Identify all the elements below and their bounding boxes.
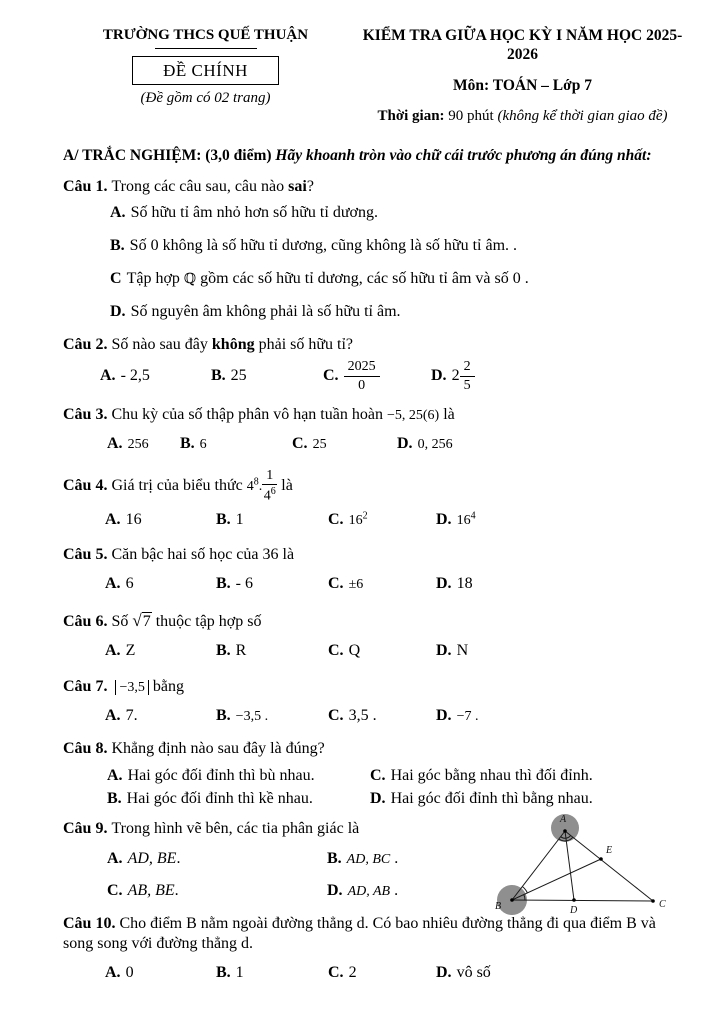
- question-7-label: Câu 7.: [63, 678, 108, 696]
- option-2a-label: A.: [100, 367, 116, 385]
- option-7c: [328, 706, 436, 726]
- fraction-1-4pow6: [262, 468, 277, 504]
- question-8-options-row-1: [107, 766, 697, 786]
- option-9d: [327, 881, 398, 901]
- option-10c-text: 2: [348, 964, 357, 982]
- rational-set-symbol: ℚ: [183, 272, 197, 288]
- question-3-label: Câu 3.: [63, 406, 108, 424]
- option-6b: [216, 641, 328, 661]
- question-5: [63, 545, 697, 594]
- option-9a-math: AD, BE: [127, 850, 177, 868]
- option-5d-label: D.: [436, 575, 452, 593]
- question-1-label: Câu 1.: [63, 178, 108, 196]
- question-2-text-pre: Số nào sau đây: [111, 336, 212, 354]
- question-6-text-pre: Số: [111, 613, 133, 631]
- question-8-label: Câu 8.: [63, 740, 108, 758]
- question-10-text-pre: Cho điểm B nằm ngoài đường thẳng d. Có bao nhiêu đường thẳng đi qua điểm B và song song với đường thẳng d.: [63, 915, 656, 953]
- option-10a-text: 0: [125, 964, 134, 982]
- option-1c: [110, 269, 697, 289]
- option-5c: [328, 574, 436, 594]
- option-2b-text: 25: [230, 367, 247, 385]
- question-4-text-pre: Giá trị của biểu thức: [111, 476, 247, 494]
- question-2: [63, 335, 697, 393]
- question-4-text-post: là: [277, 476, 293, 494]
- question-1-text-bold: sai: [288, 178, 307, 196]
- school-name: TRƯỜNG THCS QUẾ THUẬN: [102, 27, 309, 43]
- question-6-label: Câu 6.: [63, 613, 108, 631]
- question-7-options: [105, 706, 697, 726]
- question-1-options: [110, 203, 697, 322]
- power-base: 16: [456, 513, 471, 529]
- fraction-denominator: [262, 485, 277, 504]
- option-9c-label: C.: [107, 882, 123, 900]
- option-6a-text: Z: [125, 642, 136, 660]
- header-right-block: [348, 26, 697, 126]
- question-4: [63, 468, 697, 530]
- label-a: A: [560, 814, 567, 825]
- time-line: [348, 107, 697, 126]
- radical-sign: √: [132, 611, 142, 631]
- power-base: 4: [246, 478, 254, 494]
- label-c: C: [659, 899, 666, 910]
- option-4d-power: [456, 510, 476, 529]
- option-4c-power: [348, 510, 368, 529]
- option-1c-label: C: [110, 270, 122, 288]
- question-5-label: Câu 5.: [63, 546, 108, 564]
- option-7a-text: 7.: [125, 707, 138, 725]
- option-10d: [436, 963, 687, 983]
- label-d: D: [570, 905, 578, 916]
- question-7: [63, 677, 697, 726]
- question-1-text-pre: Trong các câu sau, câu nào: [111, 178, 289, 196]
- question-6-text: [63, 610, 697, 632]
- triangle-figure: [487, 809, 699, 919]
- question-8-options-row-2: [107, 789, 697, 809]
- option-6b-label: B.: [216, 642, 231, 660]
- option-9b: [327, 849, 398, 869]
- question-3-text-pre: Chu kỳ của số thập phân vô hạn tuần hoàn: [111, 406, 387, 424]
- option-8a-text: Hai góc đối đỉnh thì bù nhau.: [127, 767, 315, 785]
- option-3a-label: A.: [107, 435, 123, 453]
- question-5-text: [63, 545, 697, 565]
- option-9d-math: AD, AB: [347, 884, 391, 900]
- question-2-label: Câu 2.: [63, 336, 108, 354]
- question-1: [63, 177, 697, 322]
- question-2-options: [100, 359, 697, 393]
- option-1b: [110, 236, 697, 256]
- question-1-text: [63, 177, 697, 197]
- option-9b-math: AD, BC: [346, 852, 391, 868]
- option-10b-label: B.: [216, 964, 231, 982]
- question-7-text-post: bằng: [148, 678, 184, 696]
- option-5d-text: 18: [456, 575, 473, 593]
- option-1c-text-post: gồm các số hữu tỉ dương, các số hữu tỉ âm và số 0 .: [196, 270, 529, 288]
- option-1b-text: Số 0 không là số hữu tỉ dương, cũng không là số hữu tỉ âm. .: [129, 237, 518, 255]
- option-8b-label: B.: [107, 790, 122, 808]
- question-3-decimal: −5, 25(6): [386, 408, 440, 424]
- time-note: (không kể thời gian giao đề): [497, 108, 668, 125]
- power-exponent: 2: [362, 510, 368, 522]
- option-4b: [216, 510, 328, 530]
- header-left-block: [63, 26, 348, 126]
- option-5d: [436, 574, 697, 594]
- option-7a-label: A.: [105, 707, 121, 725]
- option-3c: [292, 434, 397, 454]
- fraction-numerator: 2025: [344, 359, 380, 376]
- pages-note: (Đề gồm có 02 trang): [140, 90, 271, 106]
- option-4d-label: D.: [436, 511, 452, 529]
- question-6-text-post: thuộc tập hợp số: [151, 613, 262, 631]
- option-1a-label: A.: [110, 204, 126, 222]
- option-1b-label: B.: [110, 237, 125, 255]
- option-6d-label: D.: [436, 642, 452, 660]
- option-7b-text: −3,5 .: [235, 709, 269, 725]
- option-6b-text: R: [235, 642, 247, 660]
- option-2a-text: - 2,5: [120, 367, 150, 385]
- option-5c-text: ±6: [348, 577, 364, 593]
- section-a-heading: [63, 146, 697, 165]
- option-7b-label: B.: [216, 707, 231, 725]
- option-1a: [110, 203, 697, 223]
- option-3a-text: 256: [127, 437, 149, 453]
- question-4-text: [63, 468, 697, 504]
- option-4b-label: B.: [216, 511, 231, 529]
- radicand: 7: [142, 613, 151, 631]
- option-4c-label: C.: [328, 511, 344, 529]
- option-3c-label: C.: [292, 435, 308, 453]
- option-9a: [107, 849, 327, 869]
- option-6a: [105, 641, 216, 661]
- option-2c-label: C.: [323, 366, 339, 384]
- time-value: 90 phút: [444, 108, 498, 125]
- question-3-text: [63, 405, 697, 425]
- point-a: [563, 829, 567, 833]
- question-5-text-pre: Căn bậc hai số học của 36 là: [111, 546, 295, 564]
- exam-code-box: ĐỀ CHÍNH: [132, 56, 279, 85]
- label-b: B: [495, 901, 502, 912]
- section-a-heading-italic: Hãy khoanh tròn vào chữ cái trước phương án đúng nhất:: [275, 146, 652, 164]
- option-9c-math: AB, BE: [127, 882, 175, 900]
- option-2d-label: D.: [431, 366, 447, 384]
- option-9a-label: A.: [107, 850, 123, 868]
- point-b: [510, 898, 514, 902]
- question-10-label: Câu 10.: [63, 915, 116, 933]
- question-6: [63, 610, 697, 661]
- option-9a-post: .: [176, 850, 181, 868]
- question-8-text-pre: Khẳng định nào sau đây là đúng?: [111, 740, 325, 758]
- option-9d-label: D.: [327, 882, 343, 900]
- point-d: [572, 898, 576, 902]
- option-4d: [436, 510, 697, 530]
- option-3d: [397, 434, 697, 454]
- option-8d: [370, 789, 593, 809]
- multiply-dot: .: [258, 478, 263, 494]
- option-5b: [216, 574, 328, 594]
- question-8-text: [63, 739, 697, 759]
- power-exponent: 4: [470, 510, 476, 522]
- option-5b-text: - 6: [235, 575, 253, 593]
- question-3-text-post: là: [439, 406, 455, 424]
- option-3d-label: D.: [397, 435, 413, 453]
- option-7c-text: 3,5 .: [348, 707, 377, 725]
- bisector-be: [512, 859, 601, 900]
- question-4-label: Câu 4.: [63, 476, 108, 494]
- option-8c-label: C.: [370, 767, 386, 785]
- question-3-options: [107, 434, 697, 454]
- side-ac: [565, 831, 653, 901]
- option-8d-text: Hai góc đối đỉnh thì bằng nhau.: [390, 790, 593, 808]
- subject-line: Môn: TOÁN – Lớp 7: [453, 76, 592, 94]
- option-6d: [436, 641, 697, 661]
- option-8b-text: Hai góc đối đỉnh thì kề nhau.: [126, 790, 313, 808]
- option-3c-text: 25: [312, 437, 327, 453]
- option-1c-text-pre: Tập hợp: [126, 270, 184, 288]
- option-9b-post: .: [390, 850, 399, 868]
- option-6c-text: Q: [348, 642, 361, 660]
- option-9c: [107, 881, 327, 901]
- option-3b: [180, 434, 292, 454]
- option-5b-label: B.: [216, 575, 231, 593]
- option-4b-text: 1: [235, 511, 244, 529]
- question-10-options: [105, 963, 687, 983]
- den-base: 4: [263, 489, 271, 505]
- option-8a-label: A.: [107, 767, 123, 785]
- question-2-text-bold: không: [211, 336, 255, 354]
- option-4a-label: A.: [105, 511, 121, 529]
- question-3: [63, 405, 697, 454]
- time-label: Thời gian:: [377, 108, 445, 125]
- option-7d-text: −7 .: [456, 709, 479, 725]
- question-10: [63, 914, 687, 983]
- question-9-text: [63, 820, 359, 837]
- option-6a-label: A.: [105, 642, 121, 660]
- option-1d: [110, 302, 697, 322]
- absolute-value-expression: −3,5: [115, 680, 148, 695]
- power-expression: [246, 476, 263, 494]
- fraction-2025-0: [344, 359, 380, 393]
- option-1d-label: D.: [110, 303, 126, 321]
- question-10-text: [63, 914, 687, 954]
- option-7b: [216, 706, 328, 726]
- option-4a: [105, 510, 216, 530]
- section-a-heading-bold: A/ TRẮC NGHIỆM: (3,0 điểm): [63, 146, 276, 164]
- option-2b-label: B.: [211, 367, 226, 385]
- option-10b-text: 1: [235, 964, 244, 982]
- mixed-number-whole: 2: [451, 367, 460, 385]
- option-3b-text: 6: [199, 437, 207, 453]
- question-9-label: Câu 9.: [63, 820, 108, 838]
- option-8a: [107, 766, 370, 786]
- school-underline: [155, 48, 257, 49]
- option-10c-label: C.: [328, 964, 344, 982]
- fraction-denominator: 5: [463, 377, 471, 393]
- option-10a-label: A.: [105, 964, 121, 982]
- option-5a-text: 6: [125, 575, 134, 593]
- option-7d-label: D.: [436, 707, 452, 725]
- option-2d: [431, 359, 697, 393]
- option-9b-label: B.: [327, 850, 342, 868]
- option-10c: [328, 963, 436, 983]
- option-2a: [100, 366, 211, 386]
- option-1d-text: Số nguyên âm không phải là số hữu tỉ âm.: [130, 303, 401, 321]
- point-e: [599, 857, 603, 861]
- fraction-numerator: 1: [262, 468, 277, 485]
- power-exponent: 8: [253, 476, 259, 488]
- option-6d-text: N: [456, 642, 469, 660]
- question-2-text: [63, 335, 697, 355]
- fraction-numerator: 2: [460, 359, 475, 376]
- question-6-options: [105, 641, 697, 661]
- option-6c: [328, 641, 436, 661]
- option-5c-label: C.: [328, 575, 344, 593]
- point-c: [651, 899, 655, 903]
- option-10d-label: D.: [436, 964, 452, 982]
- square-root-expression: [132, 613, 151, 630]
- question-2-text-post: phải số hữu tỉ?: [254, 336, 354, 354]
- option-8d-label: D.: [370, 790, 386, 808]
- option-5a: [105, 574, 216, 594]
- option-2b: [211, 366, 323, 386]
- question-8: [63, 739, 697, 809]
- option-8b: [107, 789, 370, 809]
- option-2c: [323, 359, 431, 393]
- question-4-options: [105, 510, 697, 530]
- question-1-text-post: ?: [306, 178, 314, 196]
- option-6c-label: C.: [328, 642, 344, 660]
- side-ab: [512, 831, 565, 900]
- option-7d: [436, 706, 697, 726]
- side-bc: [512, 900, 653, 901]
- den-exponent: 6: [270, 486, 276, 498]
- fraction-denominator: 0: [358, 377, 366, 393]
- option-10a: [105, 963, 216, 983]
- option-8c-text: Hai góc bằng nhau thì đối đỉnh.: [390, 767, 593, 785]
- option-7c-label: C.: [328, 707, 344, 725]
- option-5a-label: A.: [105, 575, 121, 593]
- option-4a-text: 16: [125, 511, 142, 529]
- fraction-2-5: [460, 359, 475, 393]
- exam-title: KIỂM TRA GIỮA HỌC KỲ I NĂM HỌC 2025-2026: [362, 27, 683, 64]
- option-10d-text: vô số: [456, 964, 491, 982]
- option-10b: [216, 963, 328, 983]
- option-9c-post: .: [174, 882, 179, 900]
- option-7a: [105, 706, 216, 726]
- question-7-text: [63, 677, 697, 697]
- page-header: [63, 26, 697, 126]
- option-4c: [328, 510, 436, 530]
- question-9-text-pre: Trong hình vẽ bên, các tia phân giác là: [111, 820, 360, 838]
- label-e: E: [606, 845, 613, 856]
- option-8c: [370, 766, 593, 786]
- option-9d-post: .: [390, 882, 399, 900]
- power-base: 16: [348, 513, 363, 529]
- option-3a: [107, 434, 180, 454]
- question-5-options: [105, 574, 697, 594]
- option-3d-text: 0, 256: [417, 437, 453, 453]
- option-1a-text: Số hữu tỉ âm nhỏ hơn số hữu tỉ dương.: [130, 204, 378, 222]
- option-3b-label: B.: [180, 435, 195, 453]
